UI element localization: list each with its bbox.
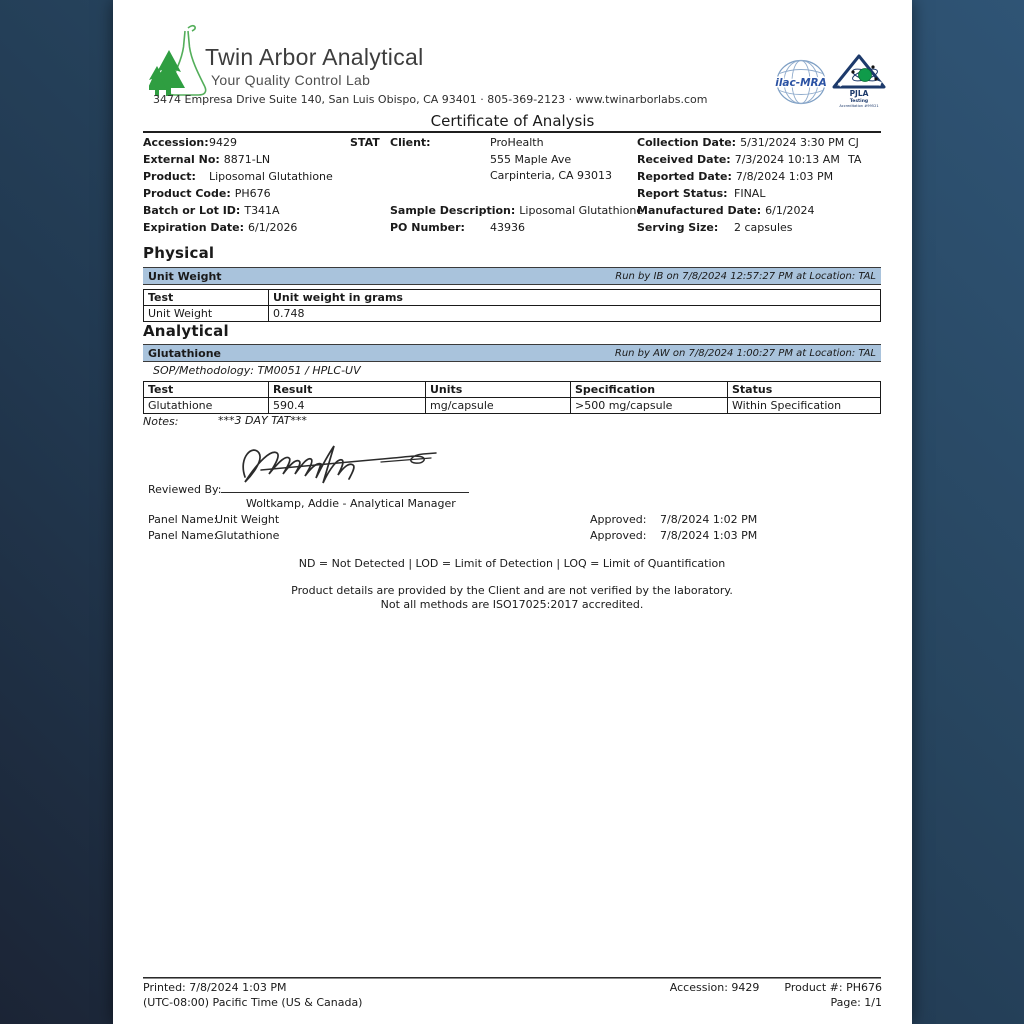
reviewed-by-label: Reviewed By: bbox=[148, 483, 222, 496]
info-row-serving-size bbox=[637, 221, 793, 235]
info-label: Product: bbox=[143, 170, 196, 183]
panel-name-label: Panel Name: bbox=[148, 529, 218, 542]
footer-accession-product bbox=[670, 981, 882, 994]
panel-name-value: Glutathione bbox=[215, 529, 280, 542]
table-cell: 590.4 bbox=[269, 398, 426, 414]
column-header: Specification bbox=[571, 382, 728, 398]
info-label: External No: bbox=[143, 153, 220, 166]
approved-label: Approved: bbox=[590, 513, 647, 526]
info-label: Manufactured Date: bbox=[637, 204, 762, 217]
footer-accession: Accession: 9429 bbox=[669, 981, 760, 994]
info-value: 6/1/2026 bbox=[248, 221, 298, 234]
approved-label: Approved: bbox=[590, 529, 647, 542]
info-label: Report Status: bbox=[637, 187, 728, 200]
info-row-reported-date bbox=[637, 170, 833, 184]
collector-initials: CJ bbox=[848, 136, 859, 149]
section-bar-title: Unit Weight bbox=[148, 269, 222, 283]
footer-divider bbox=[143, 977, 881, 979]
column-header: Units bbox=[426, 382, 571, 398]
company-address: 3474 Empresa Drive Suite 140, San Luis Obispo, CA 93401 · 805-369-2123 · www.twinarborlabs.com bbox=[153, 93, 708, 106]
table-cell: 0.748 bbox=[269, 306, 881, 322]
analytical-heading: Analytical bbox=[143, 322, 229, 340]
info-label: Expiration Date: bbox=[143, 221, 245, 234]
footer-product: Product #: PH676 bbox=[784, 981, 882, 994]
company-tagline: Your Quality Control Lab bbox=[211, 72, 371, 88]
table-cell: Within Specification bbox=[728, 398, 881, 414]
info-label: PO Number: bbox=[390, 221, 465, 234]
info-row-manufactured-date bbox=[637, 204, 815, 218]
approved-value: 7/8/2024 1:03 PM bbox=[660, 529, 758, 542]
info-value: ProHealth bbox=[490, 136, 544, 149]
column-header: Unit weight in grams bbox=[269, 290, 881, 306]
info-value: 7/3/2024 10:13 AM bbox=[734, 153, 840, 166]
info-value: FINAL bbox=[734, 187, 766, 200]
info-label: Product Code: bbox=[143, 187, 231, 200]
glutathione-section-bar bbox=[143, 344, 881, 362]
table-row bbox=[144, 306, 881, 322]
info-row-report-status bbox=[637, 187, 765, 201]
notes-value: ***3 DAY TAT*** bbox=[218, 414, 307, 427]
reviewed-by-row bbox=[148, 480, 469, 496]
info-row-expiration bbox=[143, 221, 297, 235]
info-row-client-address1 bbox=[390, 153, 571, 167]
info-value: 8871-LN bbox=[223, 153, 271, 166]
info-row-po-number bbox=[390, 221, 525, 235]
info-label: Sample Description: bbox=[390, 204, 516, 217]
pjla-testing-text: Testing bbox=[849, 99, 869, 104]
info-row-collection-date bbox=[637, 136, 844, 150]
approved-value: 7/8/2024 1:02 PM bbox=[660, 513, 758, 526]
section-run-info: Run by IB on 7/8/2024 12:57:27 PM at Location: TAL bbox=[615, 270, 876, 282]
flask-tree-logo bbox=[149, 24, 209, 98]
ilac-mra-logo bbox=[775, 59, 827, 105]
info-label: Client: bbox=[390, 136, 431, 149]
column-header: Result bbox=[269, 382, 426, 398]
info-row-product bbox=[143, 170, 333, 184]
info-row-received-date bbox=[637, 153, 840, 167]
receiver-initials: TA bbox=[848, 153, 862, 166]
info-label: Serving Size: bbox=[637, 221, 719, 234]
info-row-accession bbox=[143, 136, 237, 150]
section-bar-title: Glutathione bbox=[148, 346, 222, 360]
info-value: 43936 bbox=[490, 221, 525, 234]
info-value: Liposomal Glutathione bbox=[209, 170, 333, 183]
printed-timestamp: Printed: 7/8/2024 1:03 PM bbox=[143, 981, 287, 994]
info-value: 6/1/2024 bbox=[765, 204, 815, 217]
physical-table bbox=[143, 289, 881, 322]
abbreviation-legend: ND = Not Detected | LOD = Limit of Detection | LOQ = Limit of Quantification bbox=[298, 557, 726, 570]
pjla-name-text: PJLA bbox=[849, 89, 869, 98]
info-value: 5/31/2024 3:30 PM bbox=[740, 136, 845, 149]
column-header: Test bbox=[144, 290, 269, 306]
info-label: Accession: bbox=[143, 136, 209, 149]
pjla-logo bbox=[829, 54, 887, 108]
table-cell: mg/capsule bbox=[426, 398, 571, 414]
analytical-table bbox=[143, 381, 881, 414]
info-value: 2 capsules bbox=[734, 221, 793, 234]
section-run-info: Run by AW on 7/8/2024 1:00:27 PM at Location: TAL bbox=[614, 347, 876, 359]
pjla-accreditation-text: Accreditation #99521 bbox=[839, 104, 879, 108]
info-row-batch-lot bbox=[143, 204, 280, 218]
panel-name-label: Panel Name: bbox=[148, 513, 218, 526]
info-value: PH676 bbox=[234, 187, 271, 200]
timezone-note: (UTC-08:00) Pacific Time (US & Canada) bbox=[143, 996, 363, 1009]
info-value: Carpinteria, CA 93013 bbox=[490, 169, 613, 182]
info-row-client-address2 bbox=[390, 169, 612, 183]
info-label: Reported Date: bbox=[637, 170, 732, 183]
certificate-page bbox=[113, 0, 912, 1024]
info-row-product-code bbox=[143, 187, 271, 201]
header-divider bbox=[143, 131, 881, 133]
company-name: Twin Arbor Analytical bbox=[205, 44, 424, 70]
table-header-row bbox=[144, 382, 881, 398]
info-value: 7/8/2024 1:03 PM bbox=[735, 170, 834, 183]
iso-disclaimer: Not all methods are ISO17025:2017 accredited. bbox=[380, 598, 644, 611]
info-row-external-no bbox=[143, 153, 270, 167]
ilac-mra-text: ilac-MRA bbox=[775, 77, 827, 89]
info-value: 9429 bbox=[209, 136, 237, 149]
signature-line bbox=[221, 480, 469, 493]
info-value: Liposomal Glutathione bbox=[519, 204, 644, 217]
stat-flag: STAT bbox=[350, 136, 380, 149]
client-disclaimer: Product details are provided by the Client and are not verified by the laboratory. bbox=[291, 584, 733, 597]
panel-name-value: Unit Weight bbox=[215, 513, 280, 526]
info-label: Batch or Lot ID: bbox=[143, 204, 241, 217]
info-row-sample-description bbox=[390, 204, 643, 218]
footer-page-number: Page: 1/1 bbox=[830, 996, 882, 1009]
physical-heading: Physical bbox=[143, 244, 215, 262]
notes-label: Notes: bbox=[143, 415, 179, 428]
info-label: Collection Date: bbox=[637, 136, 737, 149]
table-cell: Glutathione bbox=[144, 398, 269, 414]
table-row bbox=[144, 398, 881, 414]
unit-weight-section-bar bbox=[143, 267, 881, 285]
sop-methodology: SOP/Methodology: TM0051 / HPLC-UV bbox=[153, 364, 361, 377]
info-value: T341A bbox=[244, 204, 280, 217]
info-row-client bbox=[390, 136, 544, 150]
info-value: 555 Maple Ave bbox=[490, 153, 572, 166]
info-label: Received Date: bbox=[637, 153, 731, 166]
reviewer-name-title: Woltkamp, Addie - Analytical Manager bbox=[246, 497, 456, 510]
column-header: Status bbox=[728, 382, 881, 398]
table-cell: >500 mg/capsule bbox=[571, 398, 728, 414]
column-header: Test bbox=[144, 382, 269, 398]
table-header-row bbox=[144, 290, 881, 306]
certificate-title: Certificate of Analysis bbox=[430, 112, 595, 130]
table-cell: Unit Weight bbox=[144, 306, 269, 322]
